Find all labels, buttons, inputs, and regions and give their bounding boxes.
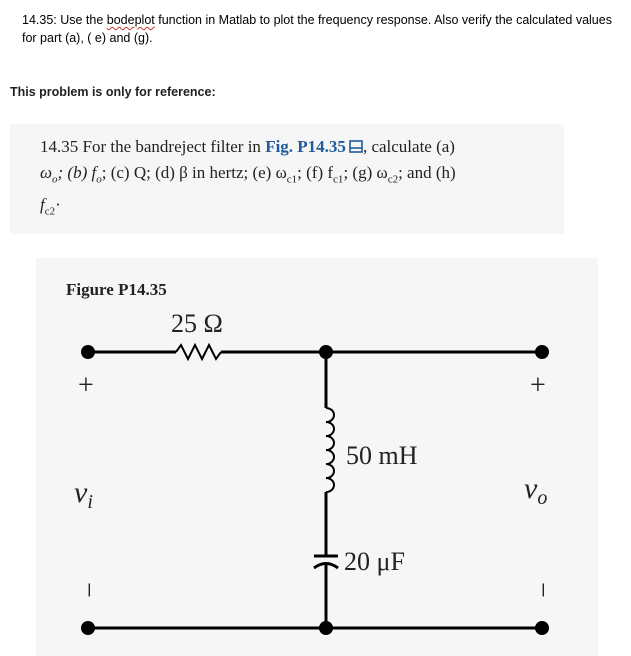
terminal-top-right — [535, 345, 549, 359]
reference-note: This problem is only for reference: — [10, 85, 216, 99]
vo-label: $v_o$ — [524, 472, 548, 509]
vo-plus: + — [530, 370, 546, 401]
inductor-label: 50 mH — [346, 441, 418, 470]
figure-title: Figure P14.35 — [66, 280, 167, 299]
inductor — [326, 408, 334, 492]
vi-label: $v_i$ — [74, 476, 93, 513]
bodeplot-keyword: bodeplot — [106, 13, 155, 27]
terminal-bottom-right — [535, 621, 549, 635]
question-text — [22, 11, 622, 47]
question-prefix: 14.35: Use the — [22, 13, 107, 27]
calc-text: , calculate (a) — [362, 137, 455, 156]
terminal-top-left — [81, 345, 95, 359]
figure-link[interactable]: Fig. P14.35 — [265, 137, 363, 156]
vi-plus: + — [78, 370, 94, 401]
capacitor-label: 20 μF — [344, 547, 405, 576]
problem-statement: 14.35 For the bandreject filter in Fig. P14.35 , calculate (a) $\omega_o$; (b) $f_o$; (c) Q; (d) β in hertz; (e) $\omega_{c1}$; (f) $f_{c1}$; (g) $\omega_{c2}$; and (h) $f_{c2}\cdot$ — [40, 137, 456, 218]
vi-minus: − — [73, 582, 104, 598]
figure-box — [36, 258, 598, 656]
question-suffix: function in Matlab to plot the frequency response. Also verify the calculated values for part (a), ( e) and (g). — [22, 13, 612, 45]
problem-intro: For the bandreject filter in — [82, 137, 261, 156]
resistor-label: 25 Ω — [171, 309, 223, 338]
problem-statement-box — [10, 124, 564, 234]
circuit-diagram — [36, 258, 598, 656]
problem-number: 14.35 — [40, 137, 79, 156]
terminal-bottom-left — [81, 621, 95, 635]
resistor — [176, 345, 221, 359]
vo-minus: − — [527, 582, 558, 598]
external-link-icon[interactable] — [349, 139, 363, 153]
